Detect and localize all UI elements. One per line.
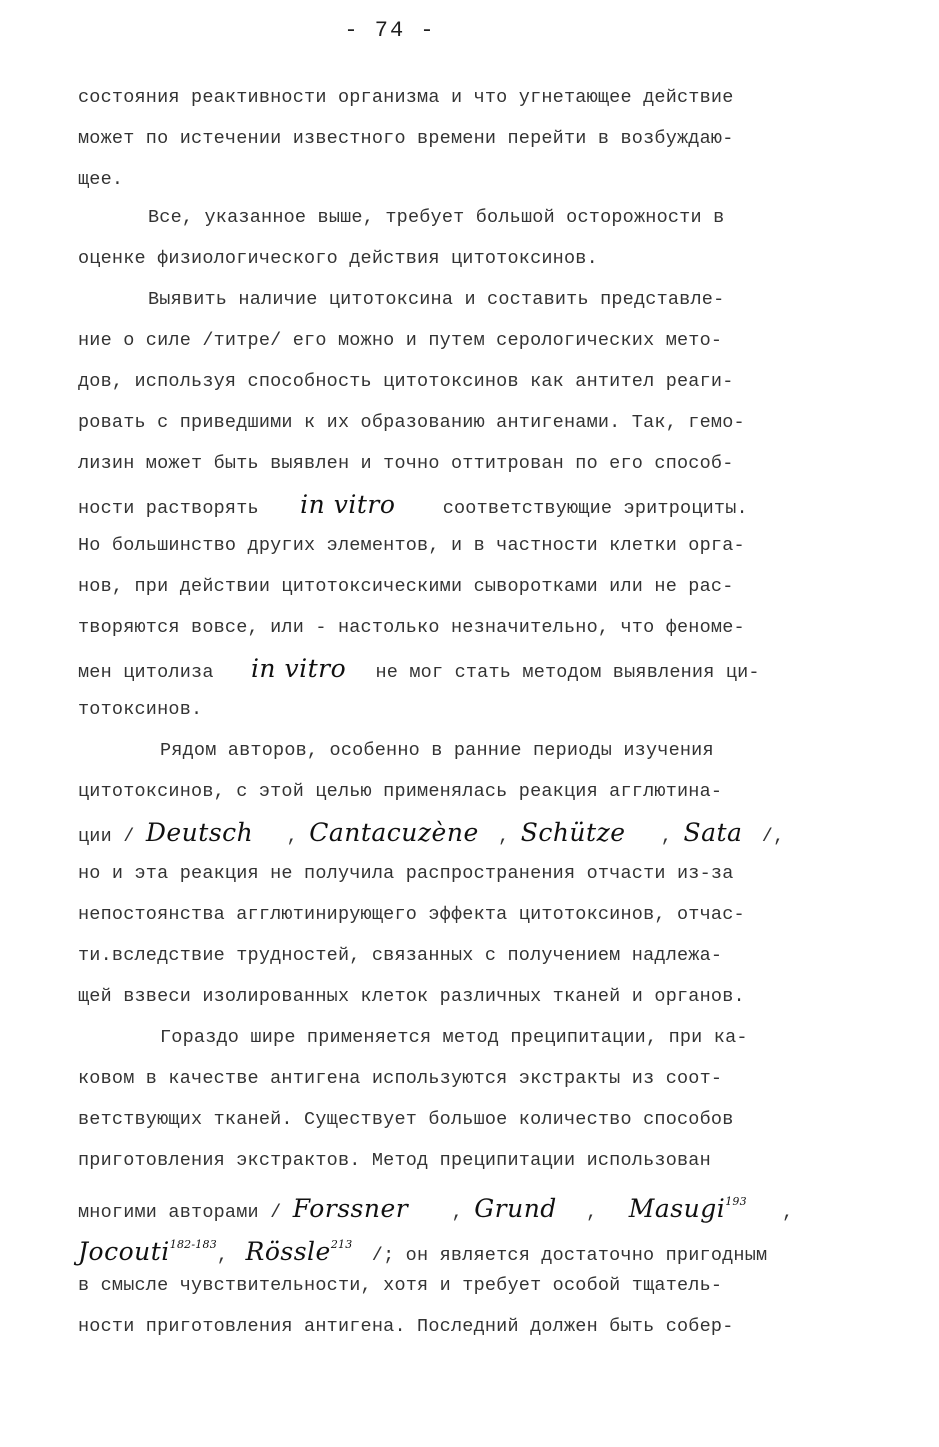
handwritten-insert: Rössle xyxy=(245,1237,331,1266)
text-segment: /, xyxy=(761,826,785,847)
text-segment: /; он является достаточно пригодным xyxy=(371,1245,768,1266)
text-line: ровать с приведшими к их образованию антигенами. Так, гемо- xyxy=(78,412,745,433)
text-line: Гораздо шире применяется метод преципитации, при ка- xyxy=(160,1027,748,1048)
superscript: 213 xyxy=(330,1238,353,1251)
handwritten-insert: Cantacuzène xyxy=(309,818,479,847)
text-line: приготовления экстрактов. Метод преципитации использован xyxy=(78,1150,711,1171)
text-line: ние о силе /титре/ его можно и путем серологических мето- xyxy=(78,330,723,351)
superscript: 182-183 xyxy=(169,1238,217,1251)
text-segment: не мог стать методом выявления ци- xyxy=(375,662,760,683)
handwritten-insert: Masugi xyxy=(628,1194,726,1223)
text-line: нов, при действии цитотоксическими сыворотками или не рас- xyxy=(78,576,734,597)
text-segment: , xyxy=(660,826,673,847)
text-segment: , xyxy=(782,1202,794,1223)
text-line: тотоксинов. xyxy=(78,699,203,720)
text-line: состояния реактивности организма и что угнетающее действие xyxy=(78,87,734,108)
handwritten-insert: Forssner xyxy=(292,1194,409,1223)
text-segment: ности растворять xyxy=(78,498,259,519)
handwritten-insert: Grund xyxy=(474,1194,557,1223)
handwritten-insert: Jocouti xyxy=(78,1237,170,1266)
text-line: Все, указанное выше, требует большой осторожности в xyxy=(148,207,725,228)
page-number: - 74 - xyxy=(344,18,436,43)
text-segment: мен цитолиза xyxy=(78,662,214,683)
text-segment: ции / xyxy=(78,826,135,847)
text-line: цитотоксинов, с этой целью применялась реакция агглютина- xyxy=(78,781,723,802)
text-line xyxy=(78,651,760,687)
text-line: непостоянства агглютинирующего эффекта цитотоксинов, отчас- xyxy=(78,904,745,925)
text-segment: соответствующие эритроциты. xyxy=(442,498,748,519)
text-line: ти.вследствие трудностей, связанных с получением надлежа- xyxy=(78,945,723,966)
text-segment: , xyxy=(216,1245,229,1266)
text-segment: многими авторами / xyxy=(78,1202,282,1223)
handwritten-insert: in vitro xyxy=(250,654,347,683)
handwritten-insert: Deutsch xyxy=(145,818,254,847)
text-segment: , xyxy=(286,826,298,847)
text-line: Выявить наличие цитотоксина и составить представле- xyxy=(148,289,725,310)
text-line: творяются вовсе, или - настолько незначительно, что феноме- xyxy=(78,617,745,638)
handwritten-insert: Sata xyxy=(683,818,743,847)
text-line xyxy=(78,1227,768,1266)
text-line: оценке физиологического действия цитотоксинов. xyxy=(78,248,598,269)
handwritten-insert: in vitro xyxy=(300,490,396,519)
text-line: ности приготовления антигена. Последний должен быть собер- xyxy=(78,1316,734,1337)
text-line: может по истечении известного времени перейти в возбуждаю- xyxy=(78,128,734,149)
text-line: Но большинство других элементов, и в частности клетки орга- xyxy=(78,535,745,556)
text-segment: , xyxy=(498,826,510,847)
text-line: ковом в качестве антигена используются экстракты из соот- xyxy=(78,1068,723,1089)
text-line: щей взвеси изолированных клеток различных тканей и органов. xyxy=(78,986,745,1007)
text-line: в смысле чувствительности, хотя и требует особой тщатель- xyxy=(78,1275,723,1296)
text-line xyxy=(78,1184,794,1223)
text-segment: , xyxy=(586,1202,598,1223)
text-line xyxy=(78,487,748,523)
text-line: дов, используя способность цитотоксинов как антител реаги- xyxy=(78,371,734,392)
handwritten-insert: Schütze xyxy=(520,818,626,847)
text-line xyxy=(78,815,784,851)
text-line: Рядом авторов, особенно в ранние периоды изучения xyxy=(160,740,714,761)
text-segment: , xyxy=(451,1202,463,1223)
text-line: ветствующих тканей. Существует большое количество способов xyxy=(78,1109,734,1130)
superscript: 193 xyxy=(725,1195,747,1208)
text-line: но и эта реакция не получила распространения отчасти из-за xyxy=(78,863,734,884)
text-line: лизин может быть выявлен и точно оттитрован по его способ- xyxy=(78,453,734,474)
text-line: щее. xyxy=(78,169,124,190)
